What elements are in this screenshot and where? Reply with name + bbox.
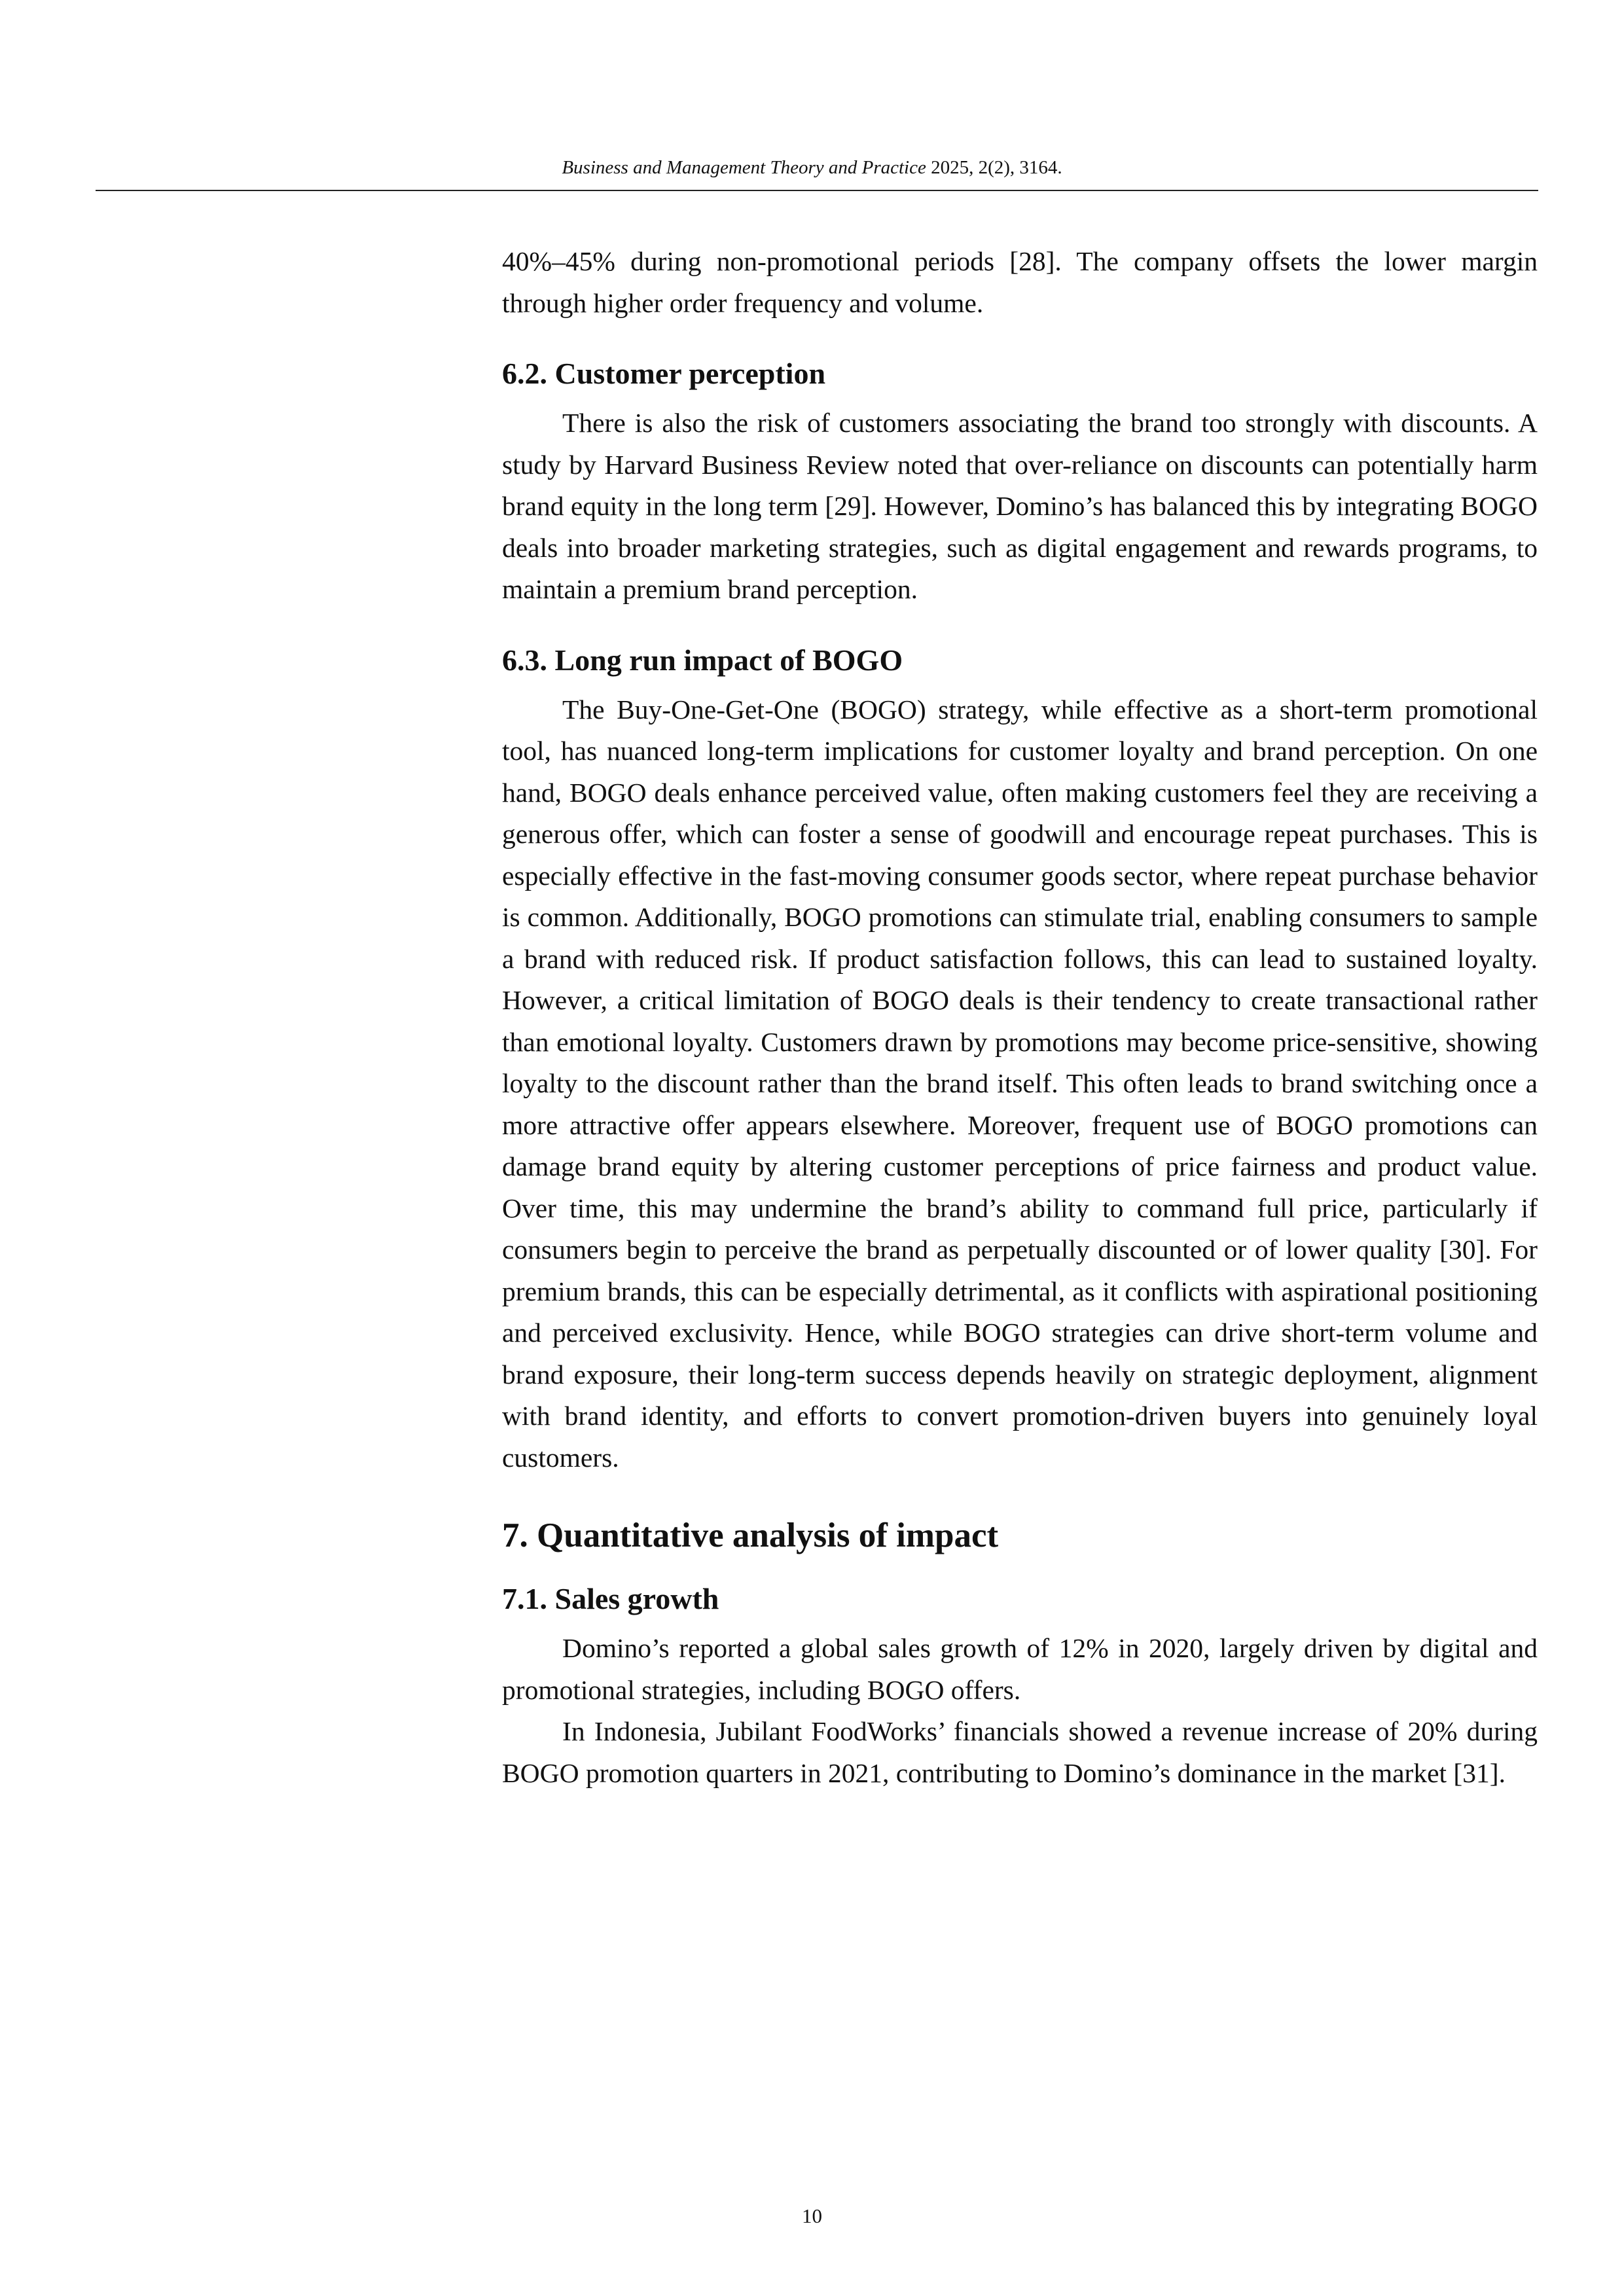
- journal-citation: 2025, 2(2), 3164.: [926, 157, 1062, 178]
- section-heading-6-3: 6.3. Long run impact of BOGO: [502, 643, 903, 677]
- page-content: [502, 241, 1538, 1794]
- page-number: 10: [802, 2204, 822, 2227]
- journal-title: Business and Management Theory and Practice: [562, 157, 926, 178]
- paragraph-sales-growth-global: Domino’s reported a global sales growth of 12% in 2020, largely driven by digital and promotional strategies, including BOGO offers.: [502, 1633, 1538, 1705]
- section-heading-6-2: 6.2. Customer perception: [502, 357, 826, 390]
- paragraph-sales-growth-indonesia: In Indonesia, Jubilant FoodWorks’ financials showed a revenue increase of 20% during BOGO promotion quarters in 2021, contributing to Domino’s dominance in the market [31].: [502, 1716, 1538, 1788]
- paragraph-customer-perception: There is also the risk of customers associating the brand too strongly with discounts. A study by Harvard Business Review noted that over-reliance on discounts can potentially harm brand equity in the long term [29]. However, Domino’s has balanced this by integrating BOGO deals into broader marketing strategies, such as digital engagement and rewards programs, to maintain a premium brand perception.: [502, 408, 1538, 604]
- paragraph-long-run-impact: The Buy-One-Get-One (BOGO) strategy, while effective as a short-term promotional tool, has nuanced long-term implications for customer loyalty and brand perception. On one hand, BOGO deals enhance perceived value, often making customers feel they are receiving a generous offer, which can foster a sense of goodwill and encourage repeat purchases. This is especially effective in the fast-moving consumer goods sector, where repeat purchase behavior is common. Additionally, BOGO promotions can stimulate trial, enabling consumers to sample a brand with reduced risk. If product satisfaction follows, this can lead to sustained loyalty. However, a critical limitation of BOGO deals is their tendency to create transactional rather than emotional loyalty. Customers drawn by promotions may become price-sensitive, showing loyalty to the discount rather than the brand itself. This often leads to brand switching once a more attractive offer appears elsewhere. Moreover, frequent use of BOGO promotions can damage brand equity by altering customer perceptions of price fairness and product value. Over time, this may undermine the brand’s ability to command full price, particularly if consumers begin to perceive the brand as perpetually discounted or of lower quality [30]. For premium brands, this can be especially detrimental, as it conflicts with aspirational positioning and perceived exclusivity. Hence, while BOGO strategies can drive short-term volume and brand exposure, their long-term success depends heavily on strategic deployment, alignment with brand identity, and efforts to convert promotion-driven buyers into genuinely loyal customers.: [502, 694, 1538, 1473]
- section-heading-7: 7. Quantitative analysis of impact: [502, 1516, 999, 1554]
- section-heading-7-1: 7.1. Sales growth: [502, 1582, 719, 1615]
- header-divider: [96, 190, 1538, 191]
- continuation-paragraph: 40%–45% during non-promotional periods [28]. The company offsets the lower margin through higher order frequency and volume.: [502, 246, 1538, 318]
- running-header: [0, 156, 1624, 179]
